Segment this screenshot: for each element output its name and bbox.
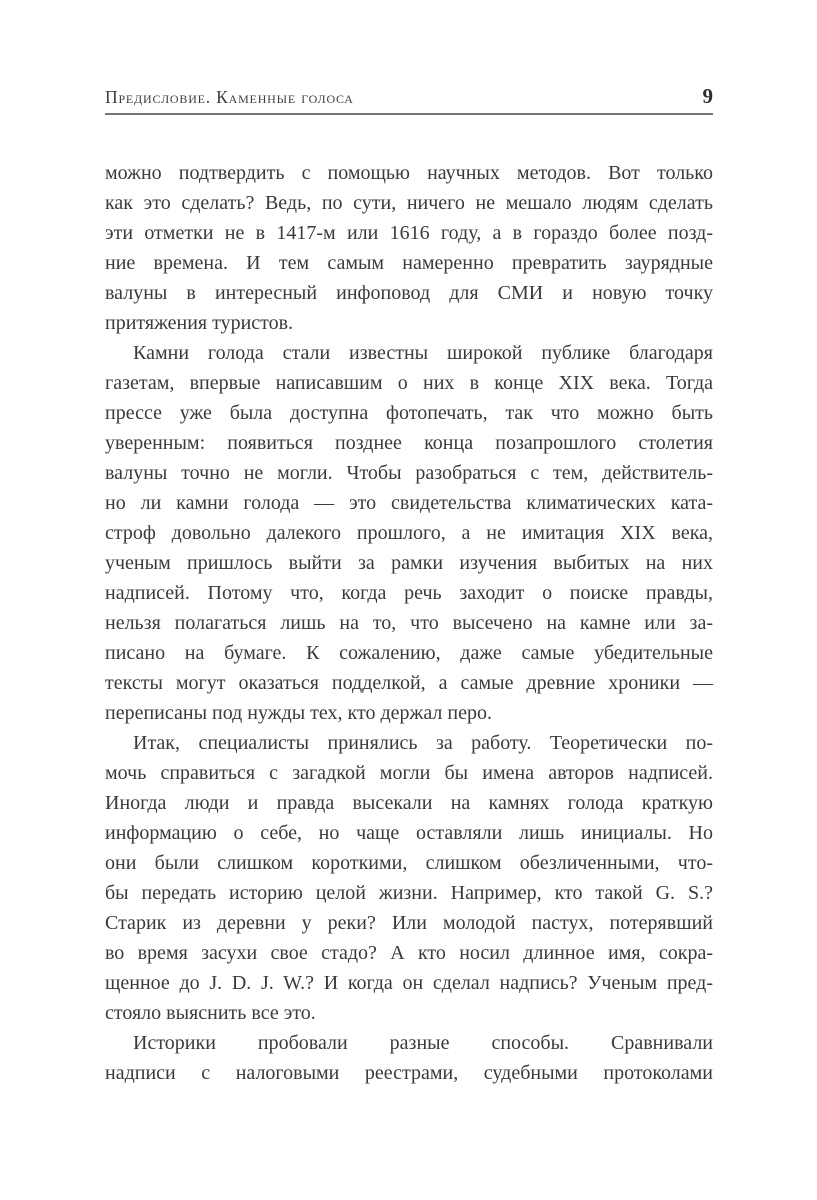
text-line: Итак, специалисты принялись за работу. Теоретически по- — [133, 732, 713, 754]
body-text — [105, 158, 713, 1088]
running-title: Предисловие. Каменные голоса — [105, 87, 354, 107]
paragraph — [105, 1028, 713, 1088]
text-line: щенное до J. D. J. W.? И когда он сделал надпись? Ученым пред- — [105, 972, 713, 994]
text-line: тексты могут оказаться подделкой, а самые древние хроники — — [105, 672, 713, 694]
text-line: как это сделать? Ведь, по сути, ничего не мешало людям сделать — [105, 192, 713, 214]
text-line: ученым пришлось выйти за рамки изучения выбитых на них — [105, 552, 713, 574]
text-line: валуны в интересный инфоповод для СМИ и новую точку — [105, 282, 713, 304]
text-line: бы передать историю целой жизни. Например, кто такой G. S.? — [105, 882, 713, 904]
paragraph — [105, 728, 713, 1028]
text-line: нельзя полагаться лишь на то, что высечено на камне или за- — [105, 612, 713, 634]
text-line: Камни голода стали известны широкой публике благодаря — [133, 342, 713, 364]
text-line: газетам, впервые написавшим о них в конце XIX века. Тогда — [105, 372, 713, 394]
paragraph — [105, 338, 713, 728]
text-line: переписаны под нужды тех, кто держал перо. — [105, 702, 492, 724]
text-line: уверенным: появиться позднее конца позапрошлого столетия — [105, 432, 713, 454]
text-line: Старик из деревни у реки? Или молодой пастух, потерявший — [105, 912, 713, 934]
page-number: 9 — [702, 84, 713, 108]
text-line: строф довольно далекого прошлого, а не имитация XIX века, — [105, 522, 713, 544]
text-line: валуны точно не могли. Чтобы разобраться с тем, действитель- — [105, 462, 713, 484]
text-line: Иногда люди и правда высекали на камнях голода краткую — [105, 792, 713, 814]
text-line: эти отметки не в 1417-м или 1616 году, а в гораздо более позд- — [105, 222, 713, 244]
text-line: надписи с налоговыми реестрами, судебными протоколами — [105, 1062, 713, 1084]
paragraph — [105, 158, 713, 338]
text-line: ние времена. И тем самым намеренно превратить заурядные — [105, 252, 713, 274]
text-line: прессе уже была доступна фотопечать, так что можно быть — [105, 402, 713, 424]
text-line: но ли камни голода — это свидетельства климатических ката- — [105, 492, 713, 514]
text-line: стояло выяснить все это. — [105, 1002, 316, 1024]
text-line: информацию о себе, но чаще оставляли лишь инициалы. Но — [105, 822, 713, 844]
text-line: можно подтвердить с помощью научных методов. Вот только — [105, 162, 713, 184]
text-line: Историки пробовали разные способы. Сравнивали — [133, 1032, 713, 1054]
text-line: они были слишком короткими, слишком обезличенными, что- — [105, 852, 713, 874]
text-line: писано на бумаге. К сожалению, даже самые убедительные — [105, 642, 713, 664]
text-line: надписей. Потому что, когда речь заходит о поиске правды, — [105, 582, 713, 604]
text-line: мочь справиться с загадкой могли бы имена авторов надписей. — [105, 762, 713, 784]
page-header — [105, 86, 713, 115]
text-line: притяжения туристов. — [105, 312, 294, 334]
text-line: во время засухи свое стадо? А кто носил длинное имя, сокра- — [105, 942, 713, 964]
